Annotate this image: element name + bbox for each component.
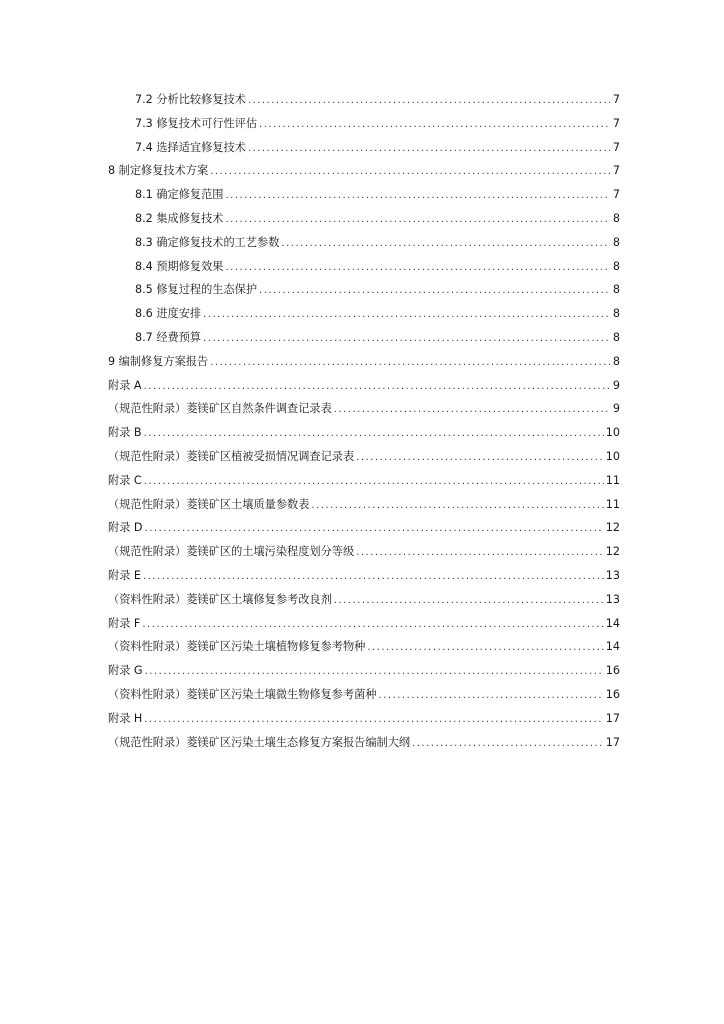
toc-dot-leader — [225, 208, 610, 231]
toc-entry-title: 附录 C — [108, 473, 142, 487]
toc-dot-leader — [248, 137, 610, 160]
toc-dot-leader — [259, 113, 610, 136]
toc-entry[interactable] — [108, 516, 620, 540]
toc-page-number: 8 — [612, 259, 620, 273]
toc-dot-leader — [334, 589, 604, 612]
toc-dot-leader — [144, 422, 604, 445]
toc-page-number: 17 — [605, 735, 620, 749]
toc-entry[interactable] — [108, 707, 620, 731]
toc-page-number: 8 — [612, 283, 620, 297]
toc-dot-leader — [367, 636, 603, 659]
toc-page-number: 7 — [612, 93, 620, 106]
toc-page-number: 8 — [612, 354, 620, 368]
toc-page-number: 10 — [605, 426, 620, 440]
toc-entry-title: 9 编制修复方案报告 — [108, 354, 209, 368]
toc-entry-title: （资料性附录）菱镁矿区污染土壤植物修复参考物种 — [108, 640, 366, 654]
toc-page-number: 13 — [605, 592, 620, 606]
toc-page-number: 9 — [612, 378, 620, 392]
toc-entry-title: 8.5 修复过程的生态保护 — [135, 283, 258, 297]
toc-dot-leader — [203, 303, 610, 326]
toc-page-number: 8 — [612, 211, 620, 225]
toc-entry[interactable] — [108, 612, 620, 636]
toc-dot-leader — [412, 732, 604, 755]
toc-page-number: 8 — [612, 330, 620, 344]
toc-page-number: 7 — [612, 164, 620, 178]
toc-dot-leader — [203, 327, 610, 350]
toc-entry[interactable] — [108, 683, 620, 707]
toc-entry[interactable] — [108, 183, 620, 207]
toc-dot-leader — [225, 184, 610, 207]
toc-entry[interactable] — [108, 445, 620, 469]
toc-dot-leader — [143, 565, 604, 588]
toc-page-number: 17 — [605, 711, 620, 725]
toc-entry[interactable] — [108, 278, 620, 302]
toc-dot-leader — [259, 279, 610, 302]
toc-entry-title: 附录 E — [108, 568, 141, 582]
toc-dot-leader — [225, 256, 610, 279]
toc-entry[interactable] — [108, 659, 620, 683]
toc-entry-title: 7.2 分析比较修复技术 — [135, 93, 246, 106]
toc-dot-leader — [281, 232, 610, 255]
toc-page-number: 7 — [612, 116, 620, 130]
toc-page-number: 12 — [605, 521, 620, 535]
toc-entry-title: （规范性附录）菱镁矿区的土壤污染程度划分等级 — [108, 545, 355, 559]
toc-entry-title: 附录 A — [108, 378, 142, 392]
toc-entry-title: 附录 B — [108, 426, 142, 440]
toc-entry-title: 附录 D — [108, 521, 143, 535]
toc-entry[interactable] — [108, 207, 620, 231]
toc-dot-leader — [142, 613, 603, 636]
toc-page-number: 16 — [605, 664, 620, 678]
toc-entry[interactable] — [108, 302, 620, 326]
toc-page-number: 7 — [612, 140, 620, 154]
toc-entry[interactable] — [108, 493, 620, 517]
toc-entry[interactable] — [108, 397, 620, 421]
toc-entry-title: （规范性附录）菱镁矿区植被受损情况调查记录表 — [108, 449, 355, 463]
toc-entry-title: 8.2 集成修复技术 — [135, 211, 224, 225]
toc-dot-leader — [144, 470, 604, 493]
toc-entry-title: 附录 G — [108, 664, 143, 678]
toc-dot-leader — [145, 660, 604, 683]
toc-entry[interactable] — [108, 326, 620, 350]
toc-dot-leader — [210, 160, 610, 183]
toc-page-number: 16 — [605, 687, 620, 701]
toc-page-number: 7 — [612, 188, 620, 202]
toc-entry-title: （规范性附录）菱镁矿区土壤质量参数表 — [108, 497, 310, 511]
toc-entry-title: 附录 F — [108, 616, 141, 630]
toc-entry-title: （资料性附录）菱镁矿区污染土壤微生物修复参考菌种 — [108, 687, 377, 701]
toc-entry-title: 8 制定修复技术方案 — [108, 164, 209, 178]
toc-dot-leader — [210, 351, 610, 374]
toc-page-number: 14 — [605, 640, 620, 654]
toc-entry[interactable] — [108, 255, 620, 279]
toc-entry-title: 附录 H — [108, 711, 143, 725]
toc-entry[interactable] — [108, 231, 620, 255]
toc-page-number: 9 — [612, 402, 620, 416]
toc-dot-leader — [334, 398, 610, 421]
toc-page-number: 13 — [605, 568, 620, 582]
toc-entry-title: （规范性附录）菱镁矿区污染土壤生态修复方案报告编制大纲 — [108, 735, 411, 749]
toc-page-number: 8 — [612, 307, 620, 321]
toc-entry[interactable] — [108, 469, 620, 493]
toc-entry[interactable] — [108, 564, 620, 588]
toc-entry[interactable] — [108, 159, 620, 183]
toc-entry-title: （规范性附录）菱镁矿区自然条件调查记录表 — [108, 402, 332, 416]
toc-page-number: 11 — [605, 497, 620, 511]
toc-entry[interactable] — [108, 588, 620, 612]
toc-page-number: 12 — [605, 545, 620, 559]
table-of-contents — [108, 88, 620, 754]
toc-entry-title: 7.3 修复技术可行性评估 — [135, 116, 258, 130]
toc-dot-leader — [379, 684, 604, 707]
toc-entry-title: 8.3 确定修复技术的工艺参数 — [135, 235, 280, 249]
toc-page-number: 11 — [605, 473, 620, 487]
toc-page-number: 14 — [605, 616, 620, 630]
toc-dot-leader — [356, 541, 604, 564]
toc-entry[interactable] — [108, 136, 620, 160]
toc-entry-title: （资料性附录）菱镁矿区土壤修复参考改良剂 — [108, 592, 332, 606]
toc-entry[interactable] — [108, 421, 620, 445]
toc-entry[interactable] — [108, 635, 620, 659]
toc-dot-leader — [248, 89, 610, 112]
toc-entry[interactable] — [108, 350, 620, 374]
toc-dot-leader — [145, 517, 604, 540]
toc-entry-title: 8.4 预期修复效果 — [135, 259, 224, 273]
toc-dot-leader — [356, 446, 604, 469]
toc-entry[interactable] — [108, 88, 620, 112]
toc-dot-leader — [144, 375, 610, 398]
toc-entry-title: 8.7 经费预算 — [135, 330, 202, 344]
toc-page-number: 8 — [612, 235, 620, 249]
toc-entry[interactable] — [108, 112, 620, 136]
toc-dot-leader — [144, 708, 603, 731]
toc-dot-leader — [311, 494, 603, 517]
toc-entry-title: 8.6 进度安排 — [135, 307, 202, 321]
toc-entry[interactable] — [108, 374, 620, 398]
toc-entry[interactable] — [108, 540, 620, 564]
toc-entry-title: 7.4 选择适宜修复技术 — [135, 140, 246, 154]
toc-page-number: 10 — [605, 449, 620, 463]
toc-entry[interactable] — [108, 731, 620, 755]
toc-entry-title: 8.1 确定修复范围 — [135, 188, 224, 202]
